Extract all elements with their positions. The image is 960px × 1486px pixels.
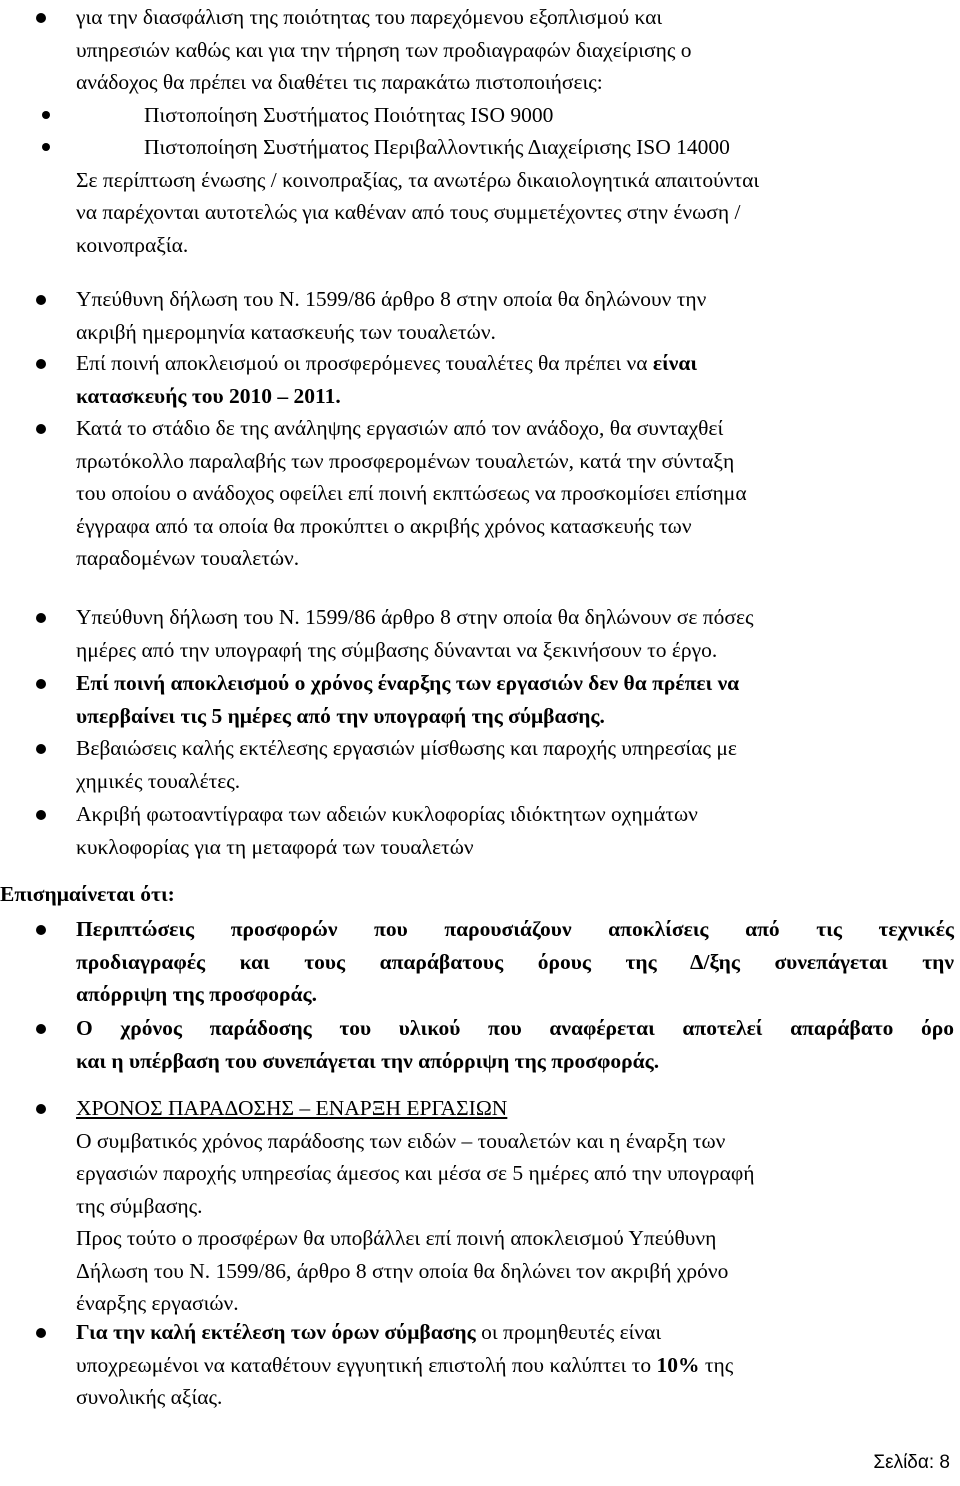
timeline-title bbox=[76, 1092, 954, 1125]
text-line: Προς τούτο ο προσφέρων θα υποβάλλει επί ποινή αποκλεισμού Υπεύθυνη bbox=[76, 1226, 717, 1250]
bold-line: Επί ποινή αποκλεισμού ο χρόνος έναρξης των εργασιών δεν θα πρέπει να bbox=[76, 671, 740, 695]
text-line: ανάδοχος θα πρέπει να διαθέτει τις παρακάτω πιστοποιήσεις: bbox=[76, 70, 603, 94]
text-line: Βεβαιώσεις καλής εκτέλεσης εργασιών μίσθωσης και παροχής υπηρεσίας με bbox=[76, 736, 737, 760]
protocol-item bbox=[76, 412, 954, 575]
text-fragment: της bbox=[699, 1352, 734, 1377]
text-line: υπηρεσιών καθώς και για την τήρηση των προδιαγραφών διαχείρισης ο bbox=[76, 37, 692, 62]
bold-fragment: Για την καλή εκτέλεση των όρων σύμβασης bbox=[76, 1320, 476, 1344]
bullet-icon bbox=[36, 295, 46, 305]
text-line: Υπεύθυνη δήλωση του Ν. 1599/86 άρθρο 8 στην οποία θα δηλώνουν σε πόσες bbox=[76, 605, 754, 629]
sub-list-label: Πιστοποίηση Συστήματος Περιβαλλοντικής Διαχείρισης ISO 14000 bbox=[144, 135, 730, 159]
bullet-icon bbox=[36, 359, 46, 369]
bold-line: υπερβαίνει τις 5 ημέρες από την υπογραφή της σύμβασης. bbox=[76, 703, 605, 728]
text-line: ημέρες από την υπογραφή της σύμβασης δύνανται να ξεκινήσουν το έργο. bbox=[76, 637, 718, 662]
text-line: πρωτόκολλο παραλαβής των προσφερομένων τουαλετών, κατά την σύνταξη bbox=[76, 448, 735, 473]
text-fragment: Επί ποινή αποκλεισμού οι προσφερόμενες τουαλέτες θα πρέπει να bbox=[76, 351, 653, 375]
photocopies-item bbox=[76, 798, 954, 863]
bullet-icon bbox=[36, 424, 46, 434]
text-line: για την διασφάλιση της ποιότητας του παρεχόμενου εξοπλισμού και bbox=[76, 5, 663, 29]
sub-list-label: Πιστοποίηση Συστήματος Ποιότητας ISO 9000 bbox=[144, 102, 554, 127]
bold-line: κατασκευής του 2010 – 2011. bbox=[76, 383, 341, 408]
text-line: έγγραφα από τα οποία θα προκύπτει ο ακριβής χρόνος κατασκευής των bbox=[76, 513, 692, 538]
text-line: Υπεύθυνη δήλωση του Ν. 1599/86 άρθρο 8 στην οποία θα δηλώνουν την bbox=[76, 287, 707, 311]
declaration-start-item bbox=[76, 601, 954, 666]
bold-line: απόρριψη της προσφοράς. bbox=[76, 982, 317, 1006]
bullet-icon bbox=[42, 143, 50, 151]
certifications-item bbox=[76, 1, 954, 261]
text-line: Δήλωση του Ν. 1599/86, άρθρο 8 στην οποία θα δηλώνει τον ακριβή χρόνο bbox=[76, 1258, 729, 1283]
sub-list-item bbox=[76, 99, 954, 132]
guarantee-item bbox=[76, 1316, 954, 1414]
certificates-item bbox=[76, 732, 954, 797]
bullet-icon bbox=[36, 1104, 46, 1114]
bullet-icon bbox=[42, 111, 50, 119]
exclusion-year-item bbox=[76, 347, 954, 412]
delivery-time-note bbox=[76, 1012, 954, 1077]
bold-line: Ο χρόνος παράδοσης του υλικού που αναφέρεται αποτελεί απαράβατο όρο bbox=[76, 1016, 954, 1040]
exclusion-start-item bbox=[76, 667, 954, 732]
bullet-icon bbox=[36, 679, 46, 689]
bold-fragment: 10% bbox=[656, 1352, 700, 1377]
text-line: ακριβή ημερομηνία κατασκευής των τουαλετών. bbox=[76, 319, 496, 344]
text-line: να παρέχονται αυτοτελώς για καθέναν από τους συμμετέχοντες στην ένωση / bbox=[76, 200, 741, 224]
text-line: συνολικής αξίας. bbox=[76, 1385, 223, 1409]
bullet-icon bbox=[36, 925, 46, 935]
text-fragment: οι προμηθευτές είναι bbox=[475, 1320, 662, 1344]
text-line bbox=[76, 347, 954, 380]
text-line: χημικές τουαλέτες. bbox=[76, 768, 241, 793]
declaration-date-item bbox=[76, 283, 954, 348]
bold-line: και η υπέρβαση του συνεπάγεται την απόρριψη της προσφοράς. bbox=[76, 1048, 660, 1073]
sub-list-item bbox=[76, 131, 954, 164]
text-line: εργασιών παροχής υπηρεσίας άμεσος και μέσα σε 5 ημέρες από την υπογραφή bbox=[76, 1161, 755, 1185]
page-number: Σελίδα: 8 bbox=[873, 1452, 950, 1473]
text-line bbox=[76, 1349, 954, 1382]
bullet-icon bbox=[36, 1024, 46, 1034]
bullet-icon bbox=[36, 613, 46, 623]
text-line: κοινοπραξία. bbox=[76, 232, 189, 257]
section-heading: Επισημαίνεται ότι: bbox=[0, 882, 175, 906]
text-line: έναρξης εργασιών. bbox=[76, 1291, 239, 1315]
underlined-title: ΧΡΟΝΟΣ ΠΑΡΑΔΟΣΗΣ – ΕΝΑΡΞΗ ΕΡΓΑΣΙΩΝ bbox=[76, 1096, 508, 1120]
text-line: παραδομένων τουαλετών. bbox=[76, 546, 300, 570]
text-line: Ακριβή φωτοαντίγραφα των αδειών κυκλοφορίας ιδιόκτητων οχημάτων bbox=[76, 802, 698, 826]
text-line: του οποίου ο ανάδοχος οφείλει επί ποινή εκπτώσεως να προσκομίσει επίσημα bbox=[76, 481, 747, 505]
text-line: Κατά το στάδιο δε της ανάληψης εργασιών από τον ανάδοχο, θα συνταχθεί bbox=[76, 416, 724, 440]
text-line: Σε περίπτωση ένωσης / κοινοπραξίας, τα ανωτέρω δικαιολογητικά απαιτούνται bbox=[76, 167, 760, 192]
bullet-icon bbox=[36, 810, 46, 820]
bold-line: προδιαγραφές και τους απαράβατους όρους της Δ/ξης συνεπάγεται την bbox=[76, 949, 954, 974]
text-line: της σύμβασης. bbox=[76, 1193, 203, 1218]
bullet-icon bbox=[36, 13, 46, 23]
text-fragment: υποχρεωμένοι να καταθέτουν εγγυητική επιστολή που καλύπτει το bbox=[76, 1352, 657, 1377]
timeline-item bbox=[76, 1092, 954, 1320]
text-line: Ο συμβατικός χρόνος παράδοσης των ειδών – τουαλετών και η έναρξη των bbox=[76, 1128, 726, 1153]
bullet-icon bbox=[36, 744, 46, 754]
deviations-note bbox=[76, 913, 954, 1011]
text-line: κυκλοφορίας για τη μεταφορά των τουαλετών bbox=[76, 834, 474, 859]
bullet-icon bbox=[36, 1328, 46, 1338]
text-line bbox=[76, 1316, 954, 1349]
bold-fragment: είναι bbox=[652, 351, 698, 375]
bold-line: Περιπτώσεις προσφορών που παρουσιάζουν αποκλίσεις από τις τεχνικές bbox=[76, 917, 954, 941]
